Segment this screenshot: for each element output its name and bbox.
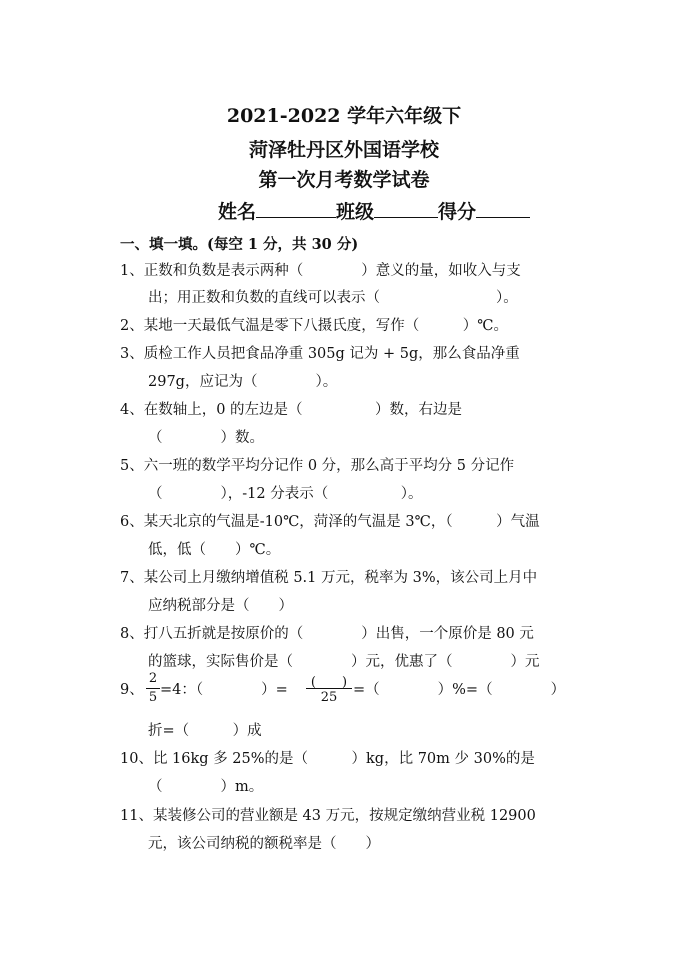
question-6-line-1: 6、某天北京的气温是-10℃，菏泽的气温是 3℃，（ ）气温 (120, 514, 540, 530)
question-8-line-2: 的篮球，实际售价是（ ）元，优惠了（ ）元 (148, 654, 540, 670)
fraction-numerator: ( ) (310, 675, 348, 690)
fraction-denominator: 25 (320, 690, 338, 705)
question-2: 2、某地一天最低气温是零下八摄氏度，写作（ ）℃。 (120, 318, 508, 334)
question-7-line-2: 应纳税部分是（ ） (148, 598, 293, 614)
fraction-numerator: 2 (148, 671, 158, 686)
question-1-line-1: 1、正数和负数是表示两种（ ）意义的量，如收入与支 (120, 263, 521, 279)
question-4-line-1: 4、在数轴上，0 的左边是（ ）数，右边是 (120, 402, 463, 418)
question-10-line-2: （ ）m。 (148, 779, 264, 795)
name-label: 姓名 (217, 201, 256, 223)
title-school: 菏泽牡丹区外国语学校 (248, 139, 439, 161)
fraction-denominator: 5 (148, 690, 158, 705)
question-9-tail: =（ ）%=（ ） (353, 682, 566, 698)
question-11-line-1: 11、某装修公司的营业额是 43 万元，按规定缴纳营业税 12900 (120, 808, 536, 824)
section-heading: 一、填一填。(每空 1 分，共 30 分) (120, 236, 359, 253)
score-blank[interactable] (476, 199, 530, 218)
title-year-grade: 2021-2022 学年六年级下 (226, 105, 462, 127)
class-blank[interactable] (374, 199, 438, 218)
question-9-prefix: 9、 (120, 682, 144, 698)
question-11-line-2: 元，该公司纳税的额税率是（ ） (148, 836, 380, 852)
question-9-line-2: 折=（ ）成 (148, 723, 262, 739)
fraction-two-fifths (146, 671, 160, 707)
question-10-line-1: 10、比 16kg 多 25%的是（ ）kg，比 70m 少 30%的是 (120, 751, 535, 767)
fraction-over-25 (306, 671, 352, 707)
title-exam: 第一次月考数学试卷 (258, 169, 430, 191)
name-blank[interactable] (256, 199, 336, 218)
question-3-line-2: 297g，应记为（ ）。 (148, 374, 338, 390)
question-6-line-2: 低，低（ ）℃。 (148, 542, 281, 558)
question-1-line-2: 出；用正数和负数的直线可以表示（ ）。 (148, 290, 518, 306)
class-label: 班级 (335, 201, 374, 223)
question-3-line-1: 3、质检工作人员把食品净重 305g 记为 + 5g，那么食品净重 (120, 346, 520, 362)
question-4-line-2: （ ）数。 (148, 430, 264, 446)
question-7-line-1: 7、某公司上月缴纳增值税 5.1 万元，税率为 3%，该公司上月中 (120, 570, 538, 586)
question-8-line-1: 8、打八五折就是按原价的（ ）出售，一个原价是 80 元 (120, 626, 534, 642)
student-info-line (30, 199, 688, 224)
question-5-line-2: （ ），-12 分表示（ ）。 (148, 486, 423, 502)
score-label: 得分 (438, 201, 477, 223)
question-5-line-1: 5、六一班的数学平均分记作 0 分，那么高于平均分 5 分记作 (120, 458, 515, 474)
question-9-ratio-part: =4：（ ）= (160, 682, 288, 698)
